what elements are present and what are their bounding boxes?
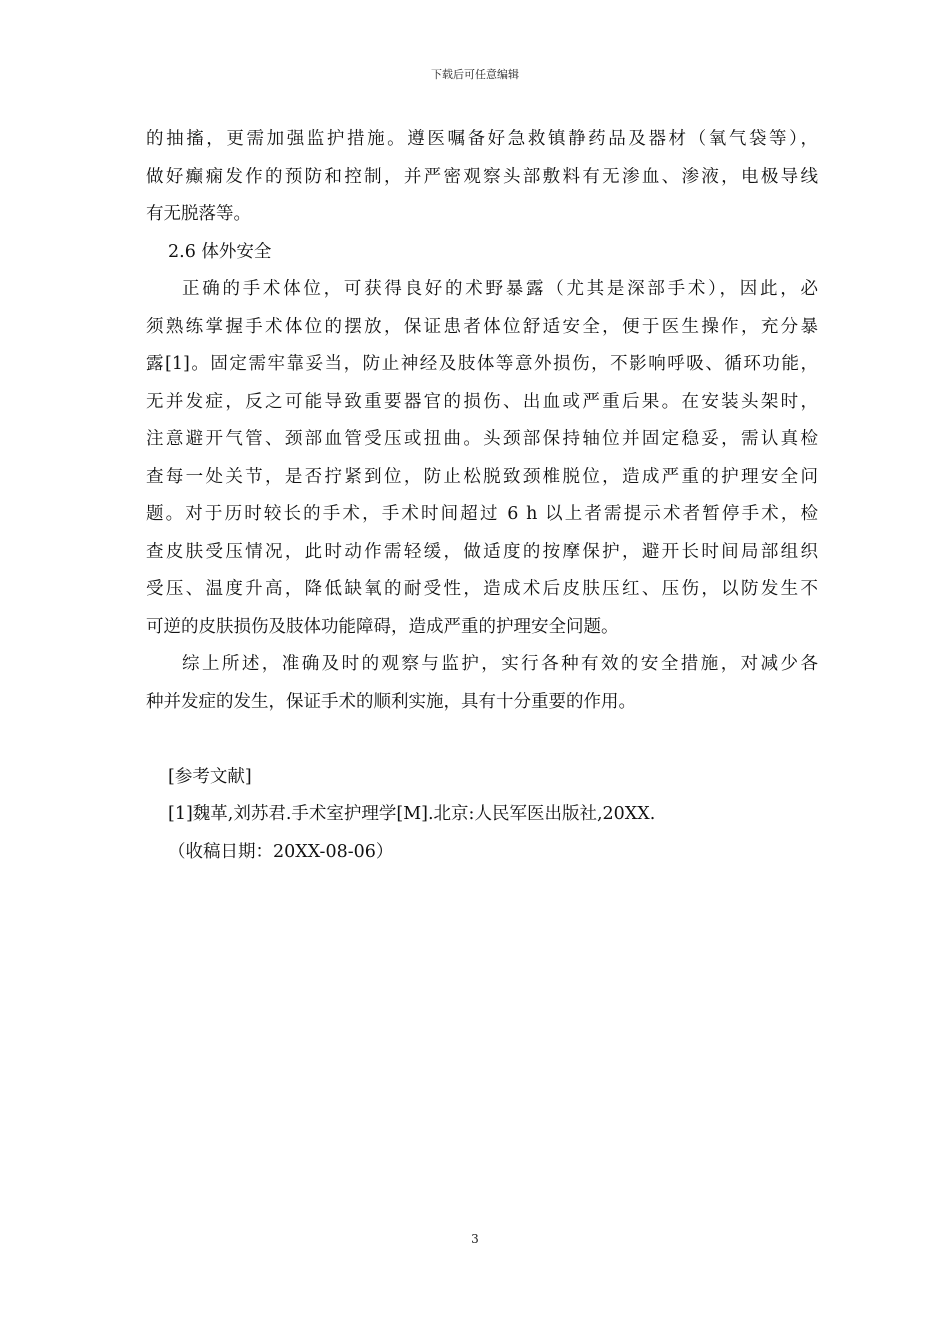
- received-date: （收稿日期：20XX-08-06）: [168, 841, 394, 862]
- paragraph-line: 无并发症，反之可能导致重要器官的损伤、出血或严重后果。在安装头架时，: [146, 391, 818, 412]
- spacer: [146, 726, 818, 764]
- paragraph-line: 露[1]。固定需牢靠妥当，防止神经及肢体等意外损伤，不影响呼吸、循环功能，: [146, 354, 818, 374]
- paragraph-line: 受压、温度升高，降低缺氧的耐受性，造成术后皮肤压红、压伤，以防发生不: [146, 579, 818, 599]
- section-heading: 2.6 体外安全: [168, 241, 272, 262]
- page-header: 下载后可任意编辑: [431, 68, 519, 81]
- paragraph-line: 做好癫痫发作的预防和控制，并严密观察头部敷料有无渗血、渗液，电极导线: [146, 166, 818, 187]
- paragraph-line: 有无脱落等。: [146, 204, 251, 224]
- document-body: [146, 126, 818, 876]
- paragraph-line: 注意避开气管、颈部血管受压或扭曲。头颈部保持轴位并固定稳妥，需认真检: [146, 429, 818, 449]
- paragraph-line: 查皮肤受压情况，此时动作需轻缓，做适度的按摩保护，避开长时间局部组织: [146, 541, 818, 562]
- paragraph-line: 须熟练掌握手术体位的摆放，保证患者体位舒适安全，便于医生操作，充分暴: [146, 316, 818, 337]
- reference-item: [1]魏革,刘苏君.手术室护理学[M].北京:人民军医出版社,20XX.: [168, 804, 656, 824]
- page-number: 3: [471, 1232, 479, 1246]
- paragraph-line: 的抽搐，更需加强监护措施。遵医嘱备好急救镇静药品及器材（氧气袋等），: [146, 129, 818, 149]
- paragraph-line: 可逆的皮肤损伤及肢体功能障碍，造成严重的护理安全问题。: [146, 616, 619, 637]
- paragraph-line: 种并发症的发生，保证手术的顺利实施，具有十分重要的作用。: [146, 691, 636, 712]
- paragraph-line: 综上所述，准确及时的观察与监护，实行各种有效的安全措施，对减少各: [182, 654, 818, 674]
- references-heading: [参考文献]: [168, 766, 252, 787]
- paragraph-line: 正确的手术体位，可获得良好的术野暴露（尤其是深部手术），因此，必: [182, 279, 818, 299]
- paragraph-line: 题。对于历时较长的手术，手术时间超过 6 h 以上者需提示术者暂停手术，检: [146, 504, 818, 524]
- paragraph-line: 查每一处关节，是否拧紧到位，防止松脱致颈椎脱位，造成严重的护理安全问: [146, 466, 818, 487]
